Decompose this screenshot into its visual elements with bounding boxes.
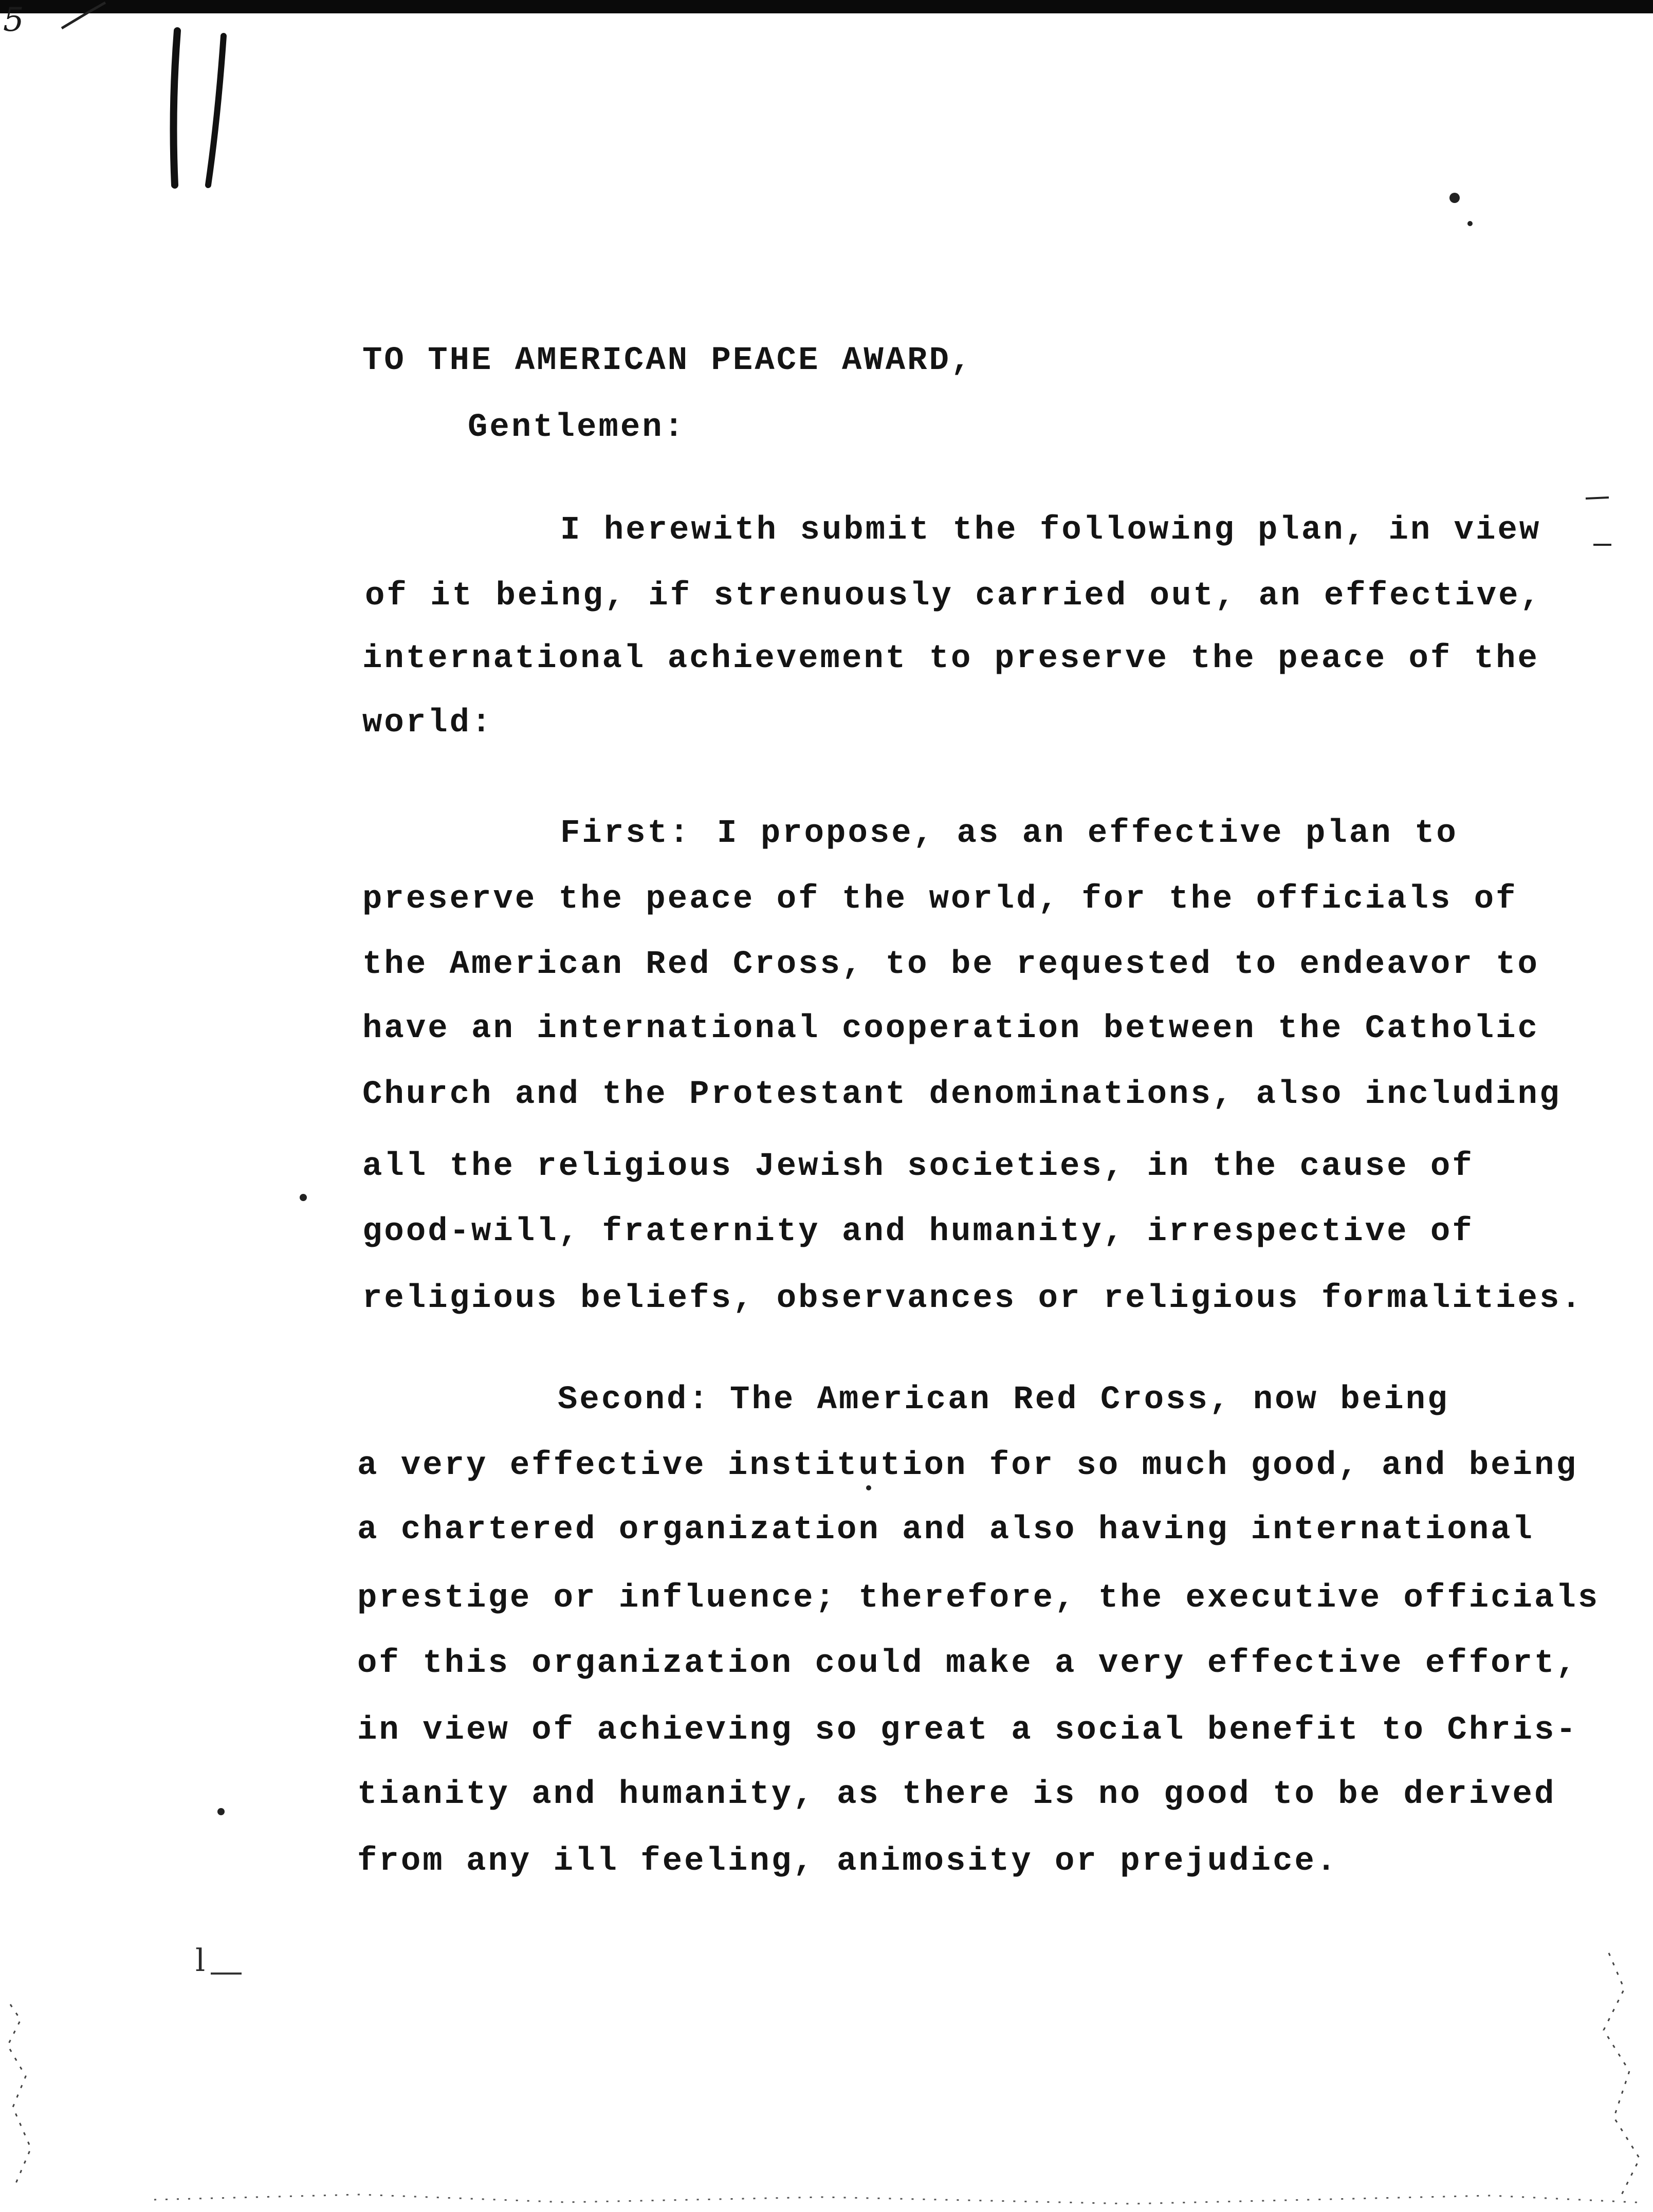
- first-line-2: preserve the peace of the world, for the officials of: [362, 881, 1518, 918]
- right-edge-dash-1: [1586, 497, 1609, 499]
- second-line-5: of this organization could make a very effective effort,: [357, 1645, 1578, 1682]
- second-line-1: The American Red Cross, now being: [730, 1381, 1449, 1418]
- first-line-3: the American Red Cross, to be requested to endeavor to: [362, 946, 1539, 983]
- salutation: Gentlemen:: [468, 409, 686, 446]
- intro-line-4: world:: [362, 705, 493, 742]
- margin-stroke-right: [208, 36, 224, 185]
- bottom-edge-speckle: [154, 2195, 1645, 2204]
- margin-page-mark: 5: [3, 1, 24, 39]
- right-edge-speckle: [1604, 1953, 1640, 2200]
- first-line-4: have an international cooperation between the Catholic: [362, 1010, 1539, 1047]
- margin-check-mark: [62, 3, 105, 28]
- first-line-6: all the religious Jewish societies, in the cause of: [362, 1148, 1474, 1185]
- second-line-6: in view of achieving so great a social benefit to Chris-: [357, 1712, 1578, 1749]
- first-line-8: religious beliefs, observances or religious formalities.: [362, 1280, 1583, 1317]
- first-line-1: I propose, as an effective plan to: [717, 815, 1458, 852]
- second-line-7: tianity and humanity, as there is no good to be derived: [357, 1776, 1556, 1813]
- first-line-7: good-will, fraternity and humanity, irrespective of: [362, 1213, 1474, 1250]
- address-line: TO THE AMERICAN PEACE AWARD,: [362, 342, 973, 379]
- footer-margin-mark: l: [195, 1943, 206, 1979]
- intro-line-1: I herewith submit the following plan, in view: [560, 512, 1541, 549]
- second-line-3: a chartered organization and also having international: [357, 1511, 1534, 1549]
- intro-line-2: of it being, if strenuously carried out, an effective,: [365, 578, 1542, 615]
- left-edge-speckle: [8, 2004, 31, 2184]
- second-line-4: prestige or influence; therefore, the executive officials: [357, 1580, 1600, 1617]
- second-line-8: from any ill feeling, animosity or prejudice.: [357, 1843, 1338, 1880]
- second-label: Second:: [558, 1381, 710, 1418]
- margin-stroke-left: [174, 31, 177, 185]
- first-line-5: Church and the Protestant denominations, also including: [362, 1076, 1562, 1113]
- first-label: First:: [560, 815, 691, 852]
- intro-line-3: international achievement to preserve the peace of the: [362, 640, 1539, 677]
- second-line-2: a very effective institution for so much good, and being: [357, 1447, 1578, 1484]
